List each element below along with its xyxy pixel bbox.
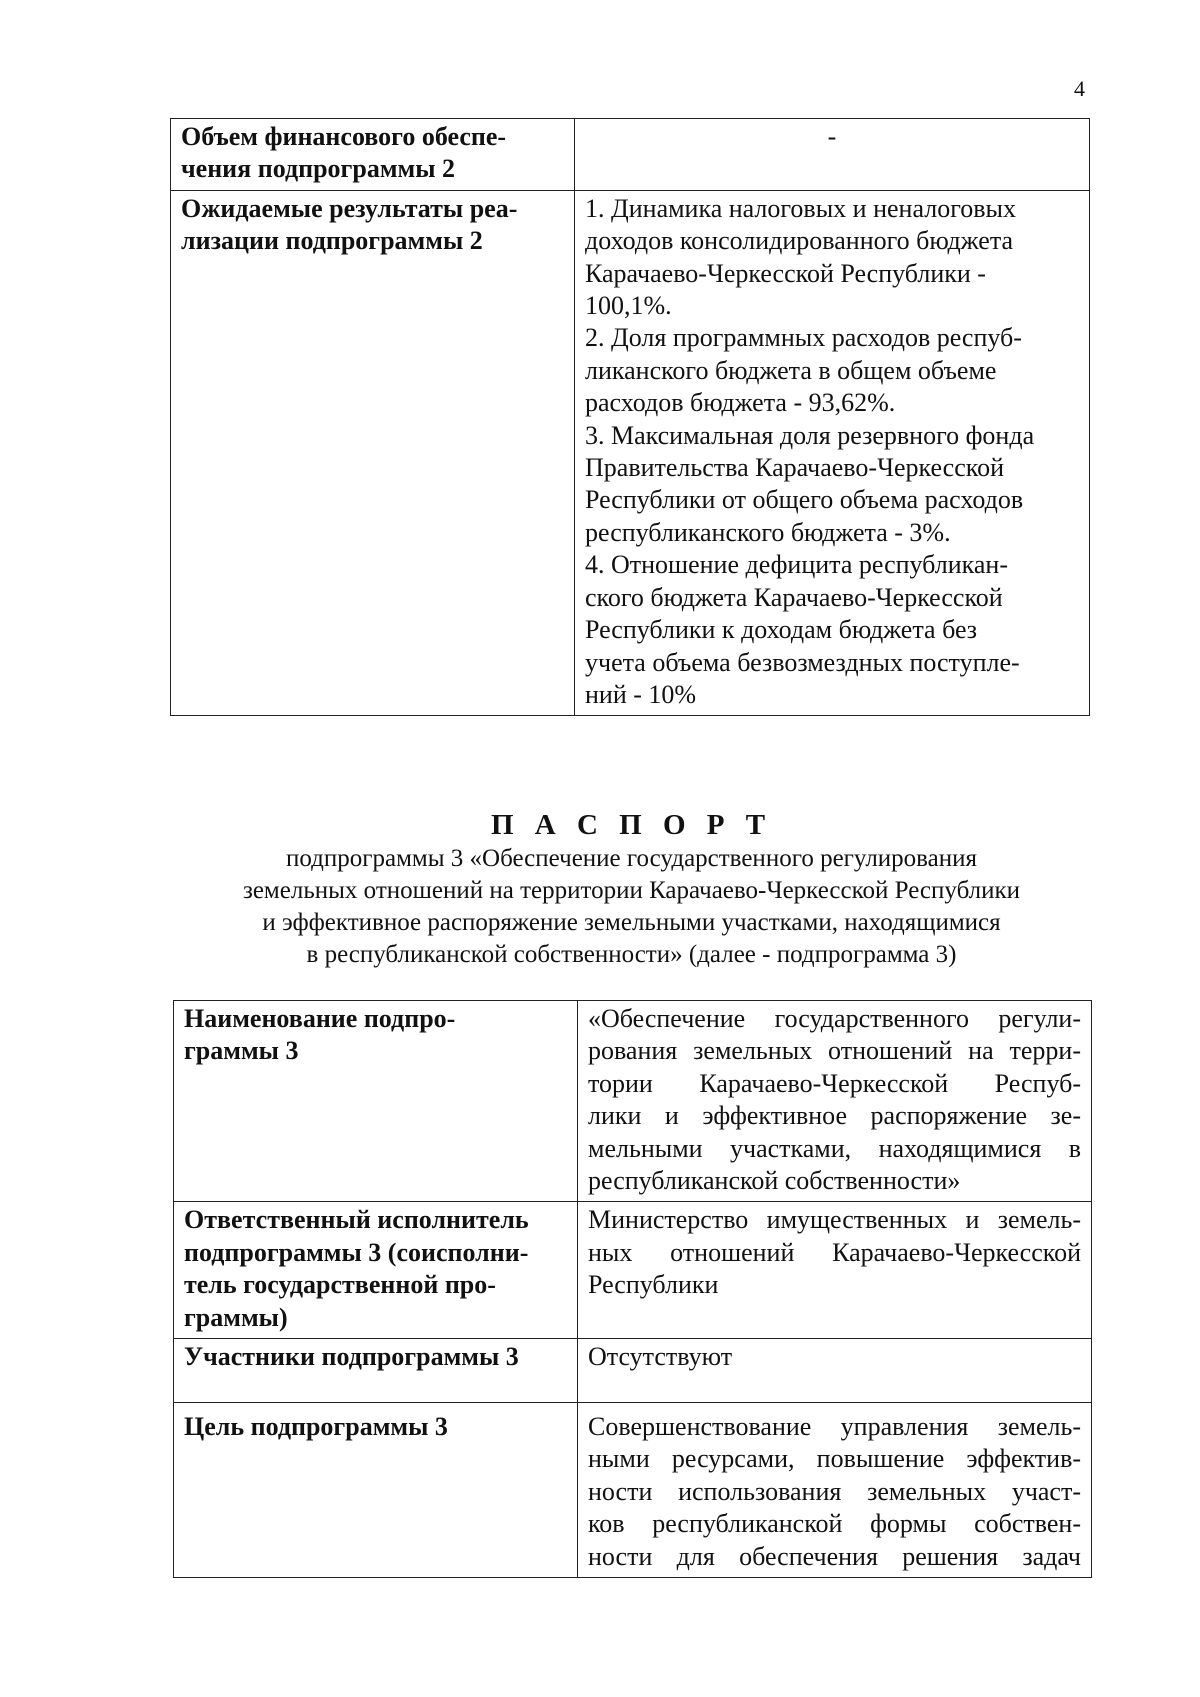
label-line: чения подпрограммы 2	[181, 154, 456, 184]
row-value-participants	[578, 1339, 1092, 1403]
value-line: учета объема безвозмездных поступле-	[585, 647, 1020, 677]
value-line: доходов консолидированного бюджета	[585, 226, 1014, 256]
value-line: расходов бюджета - 93,62%.	[585, 388, 896, 418]
passport-title: П А С П О Р Т	[490, 809, 773, 841]
value-line: «Обеспечение государственного регули-	[588, 1004, 1081, 1033]
value-line: ского бюджета Карачаево-Черкесской	[585, 582, 1003, 612]
label-line: граммы)	[184, 1302, 288, 1332]
subtitle-line: земельных отношений на территории Карачаево-Черкесской Республики	[242, 877, 1021, 904]
label-line: граммы 3	[184, 1036, 299, 1066]
value-line: Республики к доходам бюджета без	[585, 615, 978, 645]
label-line: Объем финансового обеспе-	[181, 122, 507, 151]
subtitle-line: и эффективное распоряжение земельными участками, находящимися	[262, 909, 1001, 936]
row-label-funding	[171, 119, 575, 191]
value-line: 4. Отношение дефицита республикан-	[585, 550, 1008, 580]
label-line: лизации подпрограммы 2	[181, 226, 483, 256]
value-line: Отсутствуют	[588, 1342, 733, 1372]
row-label-name	[174, 1001, 578, 1202]
value-line: лики и эффективное распоряжение зе-	[588, 1101, 1081, 1131]
value-line: 2. Доля программных расходов респуб-	[585, 323, 1022, 353]
value-line: республиканской собственности»	[588, 1166, 961, 1196]
row-label-goal	[174, 1403, 578, 1578]
value-line: ков республиканской формы собствен-	[588, 1509, 1081, 1539]
subtitle-line: в республиканской собственности» (далее - подпрограмма 3)	[306, 941, 957, 968]
value-line: ности для обеспечения решения задач	[588, 1541, 1081, 1571]
subprogram-2-table	[170, 118, 1090, 716]
row-value-goal	[578, 1403, 1092, 1578]
value-line: -	[827, 122, 837, 151]
value-line: рования земельных отношений на терри-	[588, 1036, 1081, 1066]
label-line: Участники подпрограммы 3	[184, 1342, 519, 1372]
row-label-responsible	[174, 1202, 578, 1339]
value-line: мельными участками, находящимися в	[588, 1133, 1081, 1163]
label-line: Ожидаемые результаты реа-	[181, 193, 518, 223]
value-line: республиканского бюджета - 3%.	[585, 517, 951, 547]
value-line: ности использования земельных участ-	[588, 1476, 1081, 1506]
page-number: 4	[1074, 76, 1085, 101]
value-line: Министерство имущественных и земель-	[588, 1205, 1081, 1235]
row-value-responsible	[578, 1202, 1092, 1339]
table-row	[174, 1339, 1092, 1403]
label-line: тель государственной про-	[184, 1270, 496, 1300]
value-line: тории Карачаево-Черкесской Респуб-	[588, 1068, 1081, 1098]
row-value-name	[578, 1001, 1092, 1202]
label-line: Ответственный исполнитель	[184, 1205, 529, 1235]
value-line: Республики	[588, 1270, 719, 1300]
table-row	[171, 190, 1090, 716]
value-line: ными ресурсами, повышение эффектив-	[588, 1444, 1081, 1474]
value-line: Республики от общего объема расходов	[585, 485, 1024, 515]
passport-subtitle	[0, 843, 1200, 971]
row-label-participants	[174, 1339, 578, 1403]
value-line: ных отношений Карачаево-Черкесской	[588, 1237, 1081, 1267]
table-row	[174, 1202, 1092, 1339]
row-value-funding	[575, 119, 1090, 191]
table-row	[171, 119, 1090, 191]
label-line: подпрограммы 3 (соисполни-	[184, 1237, 529, 1267]
value-line: Совершенствование управления земель-	[588, 1412, 1081, 1442]
row-value-expected-results	[575, 190, 1090, 716]
value-line: 1. Динамика налоговых и неналоговых	[585, 193, 1016, 223]
value-line: Правительства Карачаево-Черкесской	[585, 453, 1004, 483]
value-line: ликанского бюджета в общем объеме	[585, 355, 997, 385]
table-row	[174, 1403, 1092, 1578]
value-line: 100,1%.	[585, 291, 672, 321]
passport-heading	[0, 807, 1200, 971]
subprogram-3-passport-table	[173, 1000, 1092, 1578]
label-line: Цель подпрограммы 3	[184, 1412, 448, 1442]
label-line: Наименование подпро-	[184, 1004, 456, 1033]
subtitle-line: подпрограммы 3 «Обеспечение государственного регулирования	[285, 845, 978, 872]
value-line: 3. Максимальная доля резервного фонда	[585, 420, 1035, 450]
row-label-expected-results	[171, 190, 575, 716]
value-line: ний - 10%	[585, 679, 697, 709]
table-row	[174, 1001, 1092, 1202]
value-line: Карачаево-Черкесской Республики -	[585, 258, 986, 288]
